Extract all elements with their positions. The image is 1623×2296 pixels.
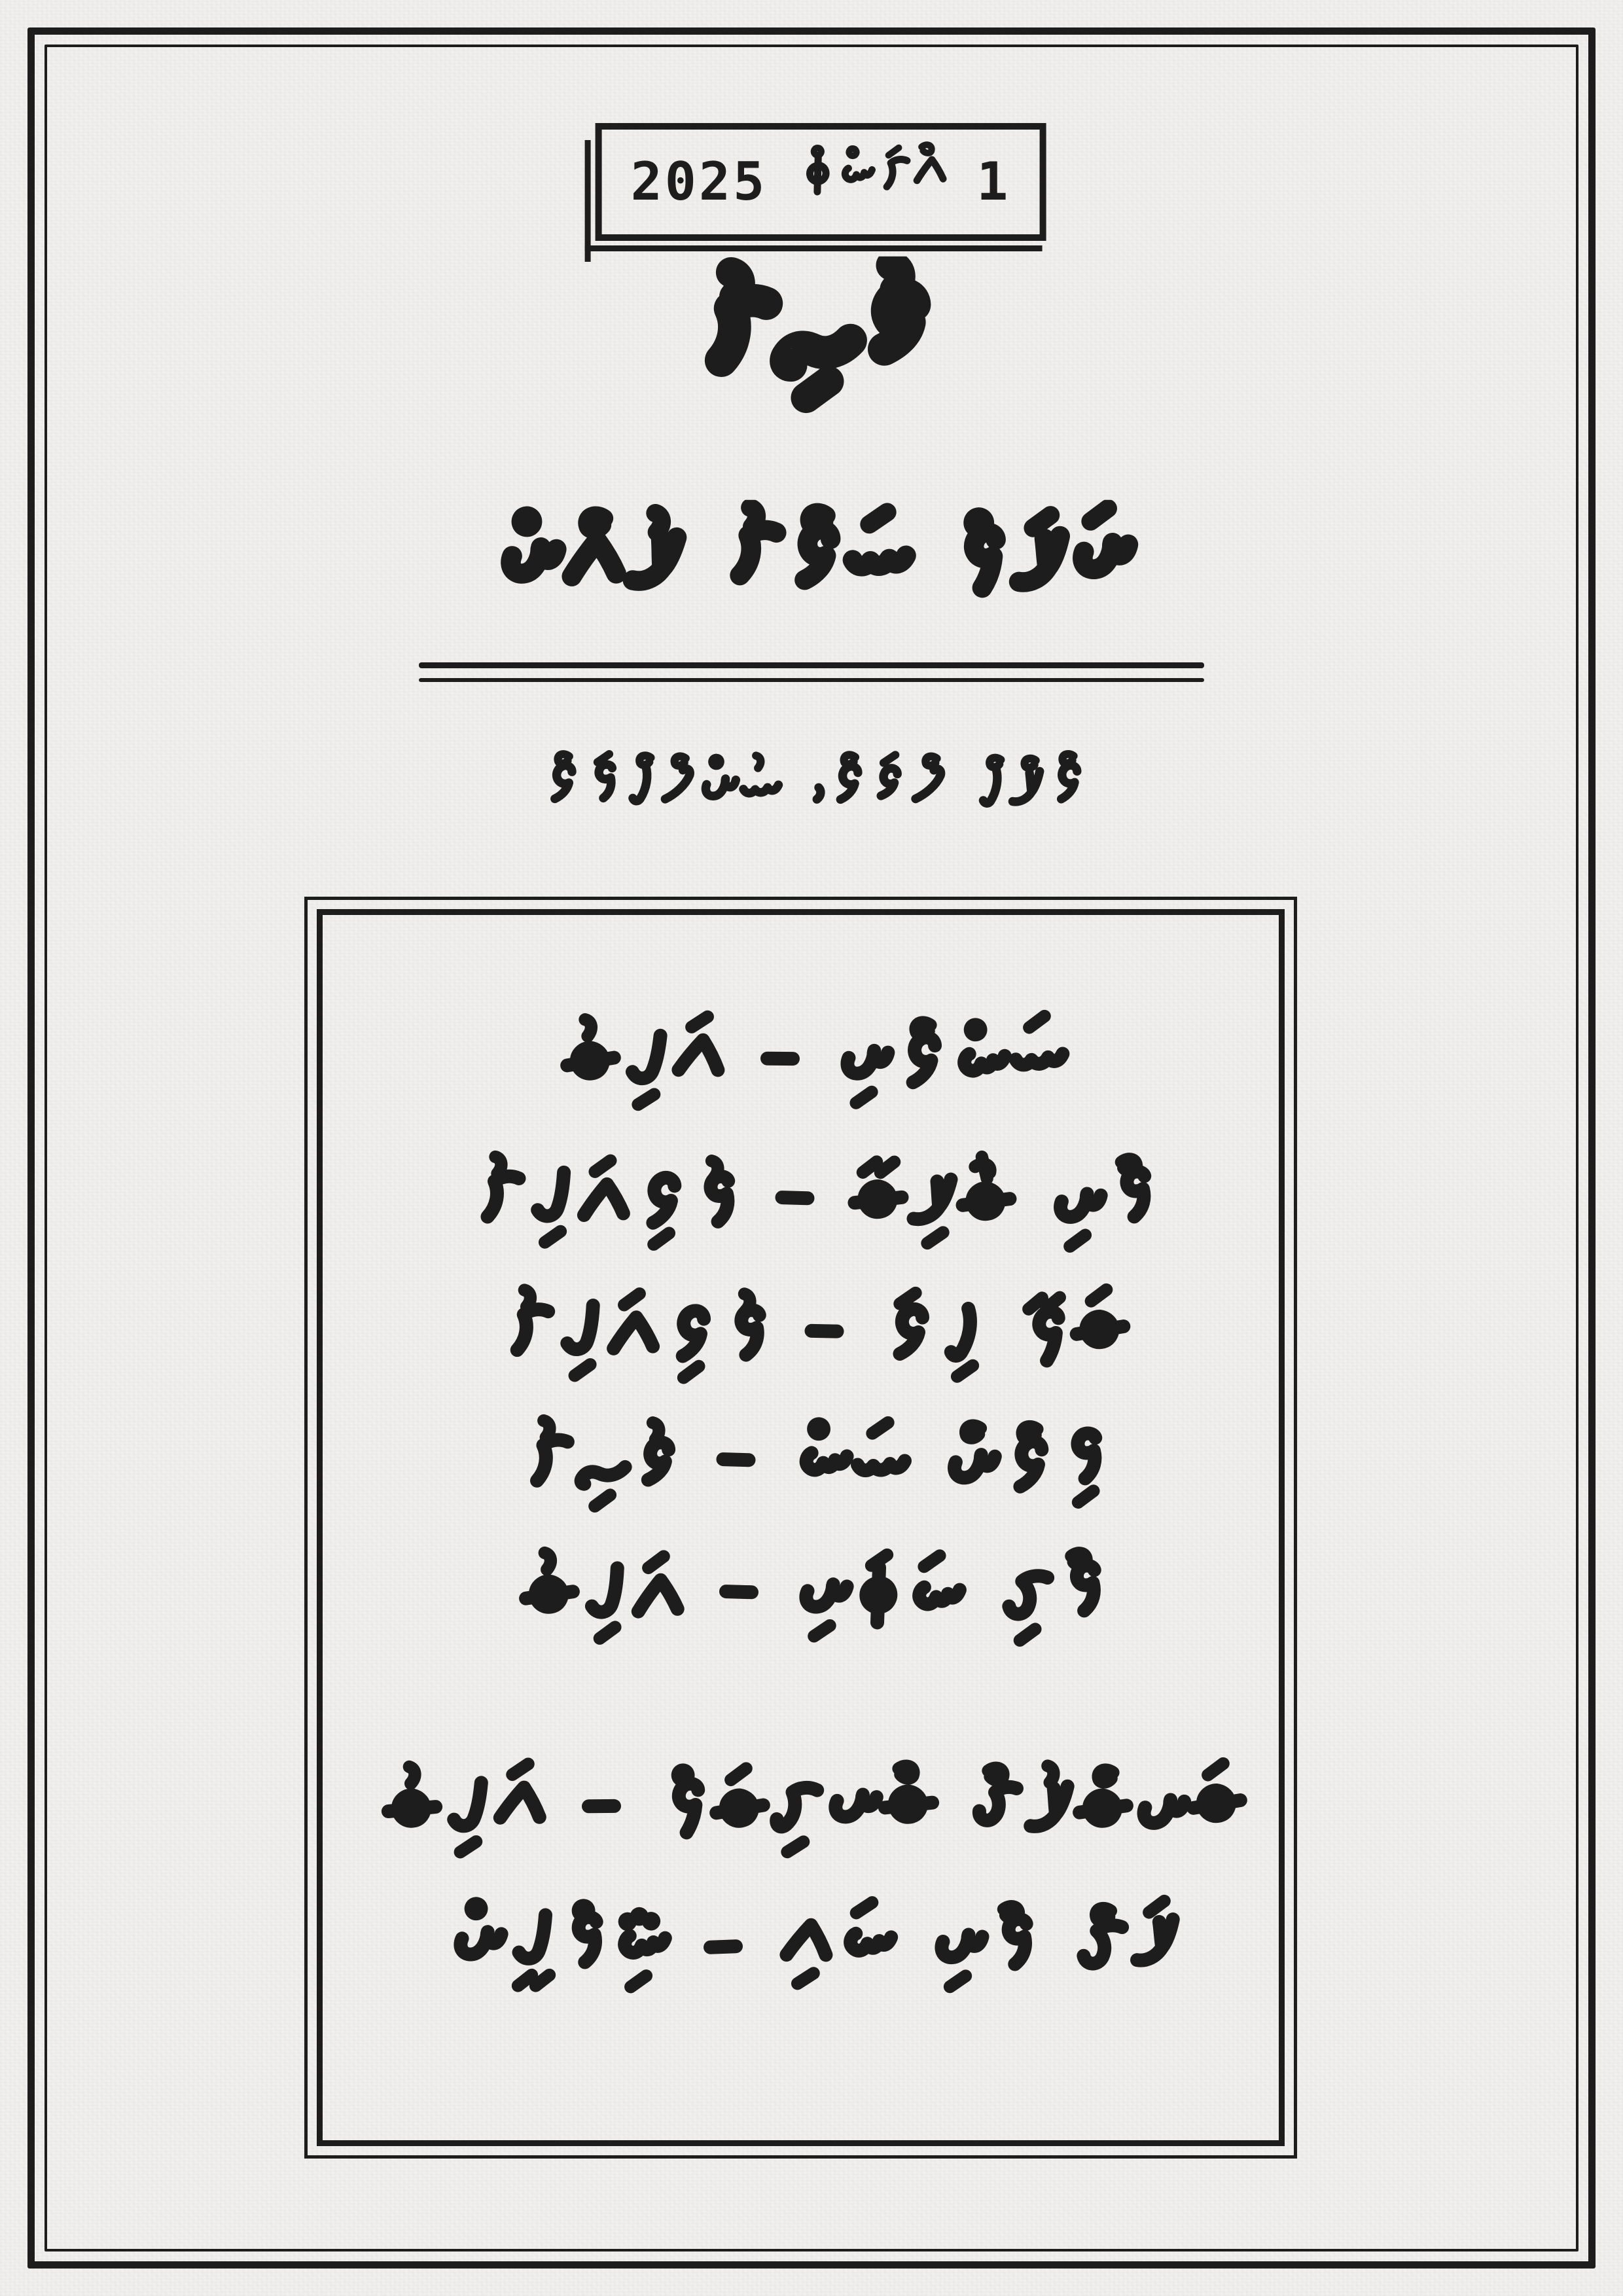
menu-item xyxy=(456,1150,1167,1280)
title-underline-bottom xyxy=(419,678,1204,682)
menu-item xyxy=(505,1412,1118,1541)
menu-item xyxy=(434,1893,1190,2023)
stamp-shadow-bottom xyxy=(585,245,1043,251)
page-title-script xyxy=(675,257,948,446)
menu-item xyxy=(548,1009,1076,1138)
event-title-script xyxy=(480,500,1143,647)
menu-item xyxy=(369,1756,1255,1886)
stamp-month-script xyxy=(789,139,954,225)
menu-item-script xyxy=(369,1756,1255,1886)
schedule-note-script xyxy=(529,747,1095,844)
menu-item-script xyxy=(505,1412,1118,1541)
stamp-shadow-left xyxy=(585,140,591,262)
page-title xyxy=(675,257,948,446)
date-stamp xyxy=(596,123,1046,241)
title-underline-top xyxy=(419,662,1204,668)
schedule-note xyxy=(529,747,1095,844)
event-title xyxy=(480,500,1143,647)
menu-item xyxy=(507,1544,1117,1674)
menu-item-script xyxy=(548,1009,1076,1138)
stamp-year: 2025 xyxy=(630,151,768,212)
title-underline xyxy=(419,662,1204,682)
menu-item-script xyxy=(456,1150,1167,1280)
menu-item-script xyxy=(486,1282,1137,1412)
menu-item-script xyxy=(507,1544,1117,1674)
stamp-day: 1 xyxy=(976,151,1011,212)
menu-item xyxy=(486,1282,1137,1412)
menu-item-script xyxy=(434,1893,1190,2023)
